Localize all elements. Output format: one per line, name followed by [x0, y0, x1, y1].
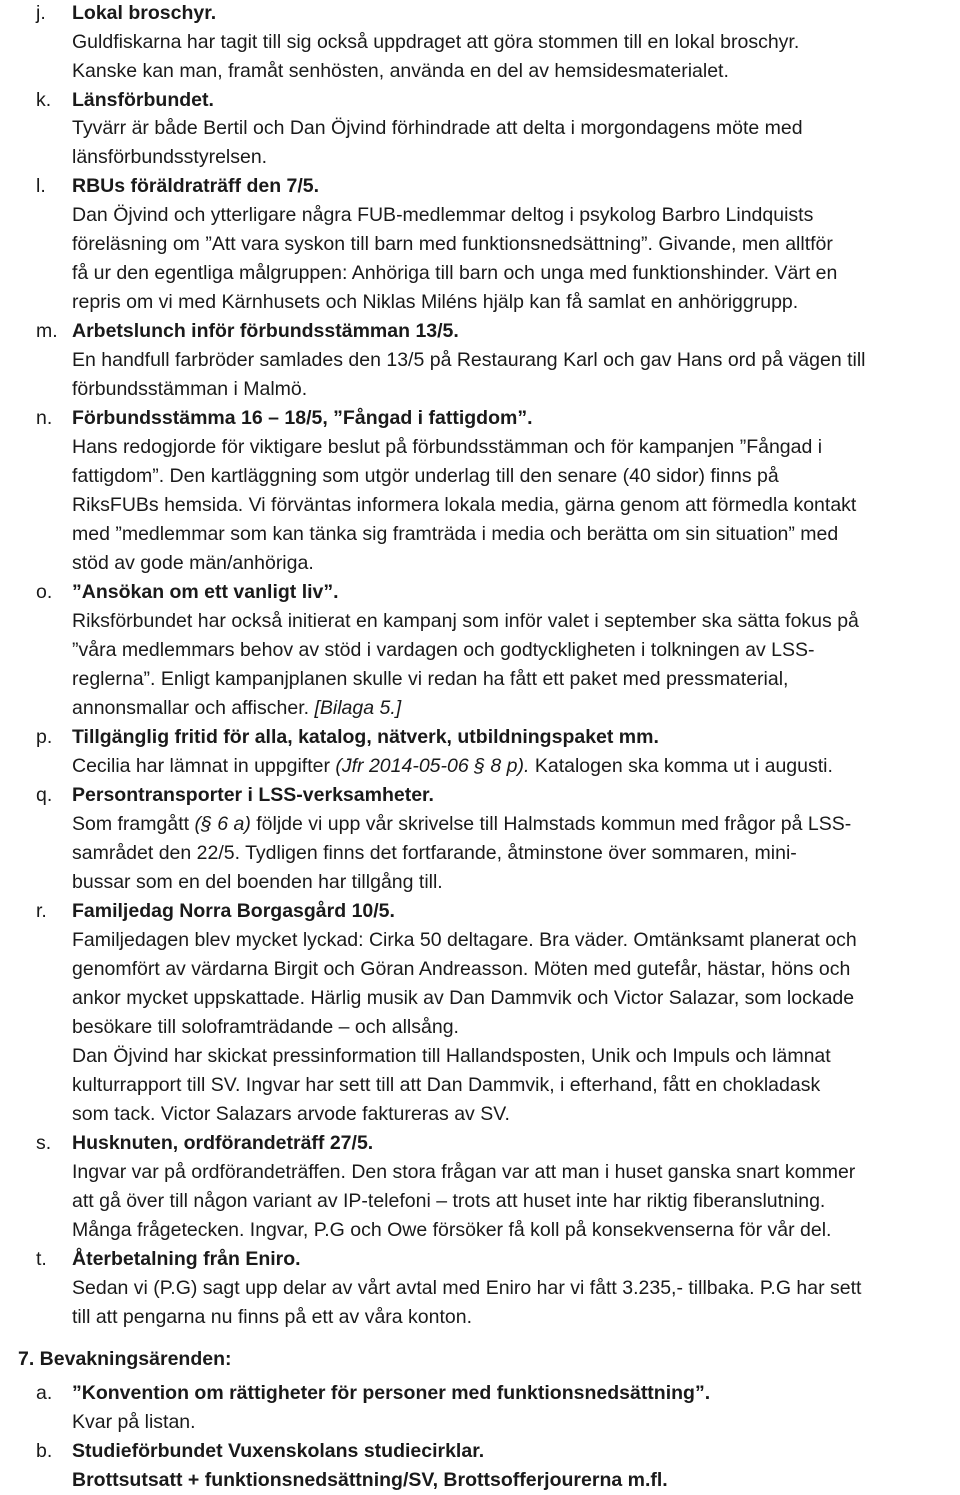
item-marker: a. [36, 1382, 53, 1404]
item-text: reglerna”. Enligt kampanjplanen skulle vi redan ha fått ett paket med pressmaterial, [72, 668, 789, 690]
item-marker: o. [36, 581, 53, 603]
item-text: bussar som en del boenden har tillgång till. [72, 871, 443, 893]
item-heading: ”Konvention om rättigheter för personer med funktionsnedsättning”. [72, 1382, 711, 1404]
item-text [72, 752, 833, 780]
item-marker: k. [36, 89, 52, 111]
item-text: Många frågetecken. Ingvar, P.G och Owe försöker få koll på konsekvenserna för vår del. [72, 1219, 832, 1241]
section-title: 7. Bevakningsärenden: [18, 1348, 232, 1370]
item-marker: b. [36, 1440, 53, 1462]
item-text: kulturrapport till SV. Ingvar har sett till att Dan Dammvik, i efterhand, fått en chokladask [72, 1074, 821, 1096]
item-heading: Persontransporter i LSS-verksamheter. [72, 784, 434, 806]
item-text: Kvar på listan. [72, 1411, 196, 1433]
item-text: Tyvärr är både Bertil och Dan Öjvind förhindrade att delta i morgondagens möte med [72, 117, 803, 139]
item-text: genomfört av värdarna Birgit och Göran Andreasson. Möten med gutefår, hästar, höns och [72, 958, 851, 980]
item-marker: j. [36, 2, 46, 24]
item-text: föreläsning om ”Att vara syskon till barn med funktionsnedsättning”. Givande, men alltför [72, 233, 833, 255]
item-text: Guldfiskarna har tagit till sig också uppdraget att göra stommen till en lokal broschyr. [72, 31, 800, 53]
item-marker: l. [36, 175, 46, 197]
item-text: Hans redogjorde för viktigare beslut på förbundsstämman och för kampanjen ”Fångad i [72, 436, 823, 458]
item-marker: q. [36, 784, 53, 806]
item-heading: Länsförbundet. [72, 89, 214, 111]
item-text: Dan Öjvind har skickat pressinformation till Hallandsposten, Unik och Impuls och lämnat [72, 1045, 831, 1067]
item-text: Kanske kan man, framåt senhösten, använda en del av hemsidesmaterialet. [72, 60, 729, 82]
reference-citation: (§ 6 a) [194, 813, 251, 835]
item-heading: Arbetslunch inför förbundsstämman 13/5. [72, 320, 459, 342]
item-text-part: annonsmallar och affischer. [72, 697, 315, 719]
item-heading: ”Ansökan om ett vanligt liv”. [72, 581, 339, 603]
item-heading: RBUs föräldraträff den 7/5. [72, 175, 320, 197]
item-text: till att pengarna nu finns på ett av våra konton. [72, 1306, 473, 1328]
item-heading: Husknuten, ordförandeträff 27/5. [72, 1132, 374, 1154]
item-text: samrådet den 22/5. Tydligen finns det fortfarande, åtminstone över sommaren, mini- [72, 842, 797, 864]
item-heading: Studieförbundet Vuxenskolans studiecirklar. [72, 1440, 485, 1462]
item-text: Familjedagen blev mycket lyckad: Cirka 50 deltagare. Bra väder. Omtänksamt planerat och [72, 929, 857, 951]
item-text: besökare till soloframträdande – och allsång. [72, 1016, 459, 1038]
item-marker: m. [36, 320, 58, 342]
item-heading: Återbetalning från Eniro. [72, 1248, 301, 1270]
item-text-part: Cecilia har lämnat in uppgifter [72, 755, 336, 777]
item-marker: p. [36, 726, 53, 748]
item-text: RiksFUBs hemsida. Vi förväntas informera lokala media, gärna genom att förmedla kontakt [72, 494, 857, 516]
item-text: länsförbundsstyrelsen. [72, 146, 268, 168]
item-text-part: följde vi upp vår skrivelse till Halmstads kommun med frågor på LSS- [250, 813, 852, 835]
item-marker: r. [36, 900, 47, 922]
item-text: förbundsstämman i Malmö. [72, 378, 308, 400]
item-text: Riksförbundet har också initierat en kampanj som inför valet i september ska sätta fokus på [72, 610, 859, 632]
item-heading: Familjedag Norra Borgasgård 10/5. [72, 900, 395, 922]
item-heading: Tillgänglig fritid för alla, katalog, nätverk, utbildningspaket mm. [72, 726, 659, 748]
item-text: Sedan vi (P.G) sagt upp delar av vårt avtal med Eniro har vi fått 3.235,- tillbaka. P.G har sett [72, 1277, 862, 1299]
item-text [72, 694, 401, 722]
item-text-part: Katalogen ska komma ut i augusti. [529, 755, 833, 777]
item-marker: n. [36, 407, 53, 429]
item-text: En handfull farbröder samlades den 13/5 på Restaurang Karl och gav Hans ord på vägen till [72, 349, 866, 371]
item-marker: t. [36, 1248, 47, 1270]
item-text: repris om vi med Kärnhusets och Niklas Miléns hjälp kan få samlat en anhöriggrupp. [72, 291, 799, 313]
item-text: ”våra medlemmars behov av stöd i vardagen och godtyckligheten i tolkningen av LSS- [72, 639, 815, 661]
item-text [72, 810, 851, 838]
item-text: som tack. Victor Salazars arvode faktureras av SV. [72, 1103, 510, 1125]
item-text: Ingvar var på ordförandeträffen. Den stora frågan var att man i huset ganska snart kommer [72, 1161, 856, 1183]
item-text: fattigdom”. Den kartläggning som utgör underlag till den senare (40 sidor) finns på [72, 465, 779, 487]
item-marker: s. [36, 1132, 52, 1154]
item-text: att gå över till någon variant av IP-telefoni – trots att huset inte har riktig fiberanslutning. [72, 1190, 826, 1212]
item-heading: Lokal broschyr. [72, 2, 217, 24]
item-text: Dan Öjvind och ytterligare några FUB-medlemmar deltog i psykolog Barbro Lindquists [72, 204, 814, 226]
item-text: stöd av gode män/anhöriga. [72, 552, 314, 574]
item-text-part: Som framgått [72, 813, 195, 835]
item-heading: Förbundsstämma 16 – 18/5, ”Fångad i fattigdom”. [72, 407, 533, 429]
item-text: med ”medlemmar som kan tänka sig framträda i media och berätta om sin situation” med [72, 523, 839, 545]
attachment-reference: [Bilaga 5.] [314, 697, 402, 719]
item-text-bold: Brottsutsatt + funktionsnedsättning/SV, Brottsofferjourerna m.fl. [72, 1469, 668, 1491]
item-text: ankor mycket uppskattade. Härlig musik av Dan Dammvik och Victor Salazar, som lockade [72, 987, 855, 1009]
item-text: få ur den egentliga målgruppen: Anhöriga till barn och unga med funktionshinder. Värt en [72, 262, 838, 284]
reference-citation: (Jfr 2014-05-06 § 8 p). [335, 755, 530, 777]
